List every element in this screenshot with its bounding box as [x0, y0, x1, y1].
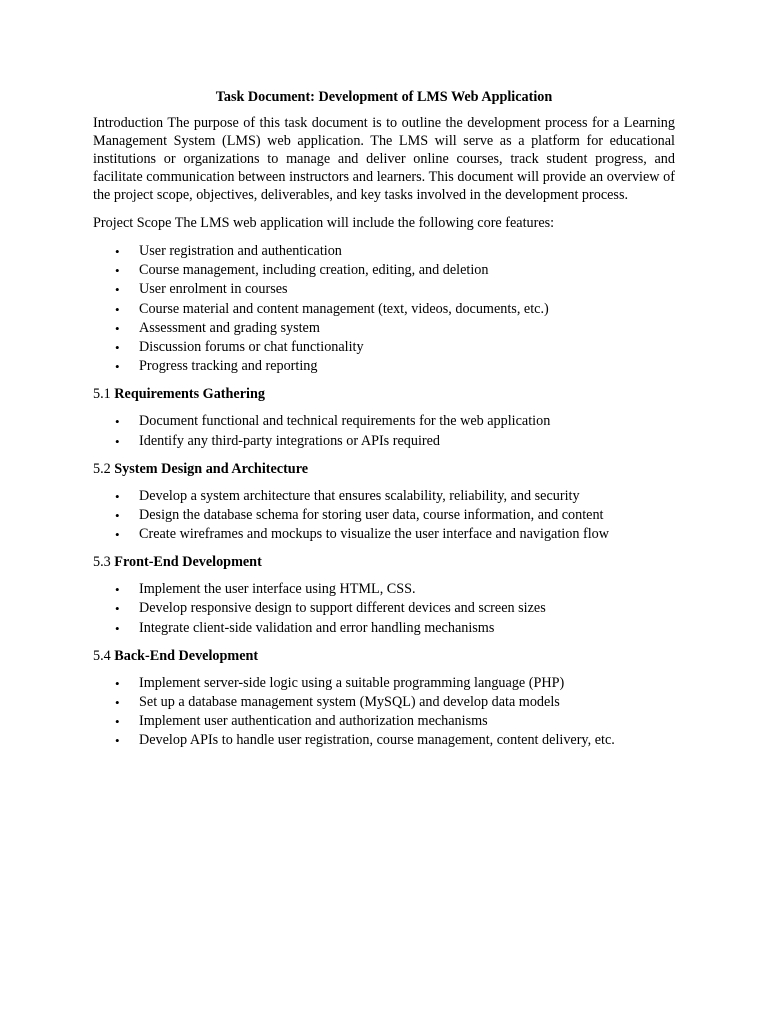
list-item: [93, 731, 675, 750]
list-item-text: Integrate client-side validation and error handling mechanisms: [139, 619, 495, 636]
section-number: 5.4: [93, 647, 111, 664]
bullet-icon: •: [115, 414, 120, 430]
list-item: [93, 357, 675, 376]
list-item: [93, 338, 675, 357]
section-heading-requirements: [93, 385, 675, 403]
list-item: [93, 280, 675, 299]
introduction-paragraph: Introduction The purpose of this task document is to outline the development process for a Learning Management System (LMS) web application. The LMS will serve as a platform for educational institutions or organizations to manage and deliver online courses, track student progress, and facilitate communication between instructors and learners. This document will provide an overview of the project scope, objectives, deliverables, and key tasks involved in the development process.: [93, 115, 675, 203]
list-item-text: Identify any third-party integrations or APIs required: [139, 432, 441, 449]
bullet-icon: •: [115, 714, 120, 730]
list-item: [93, 412, 675, 431]
section-title: Front-End Development: [114, 554, 262, 571]
bullet-icon: •: [115, 301, 120, 317]
list-item: [93, 242, 675, 261]
list-item: [93, 432, 675, 451]
section-number: 5.3: [93, 554, 111, 571]
bullet-icon: •: [115, 282, 120, 298]
list-item-text: Progress tracking and reporting: [139, 358, 318, 375]
list-item-text: Implement the user interface using HTML, CSS.: [139, 581, 416, 598]
list-item-text: User registration and authentication: [139, 243, 342, 259]
bullet-icon: •: [115, 695, 120, 710]
document-page: [93, 88, 675, 760]
list-item-text: Assessment and grading system: [139, 319, 320, 336]
list-item: [93, 674, 675, 693]
list-item: [93, 693, 675, 712]
bullet-icon: •: [115, 527, 120, 543]
list-item: [93, 619, 675, 638]
requirements-list: [93, 412, 675, 450]
bullet-icon: •: [115, 507, 120, 523]
list-item-text: Set up a database management system (MySQL) and develop data models: [139, 694, 560, 710]
list-item-text: Create wireframes and mockups to visualize the user interface and navigation flow: [139, 526, 609, 543]
list-item: [93, 506, 675, 525]
list-item-text: Implement server-side logic using a suitable programming language (PHP): [139, 674, 565, 691]
section-number: 5.1: [93, 386, 111, 403]
back-end-list: [93, 674, 675, 751]
list-item-text: Document functional and technical requirements for the web application: [139, 413, 551, 430]
bullet-icon: •: [115, 620, 120, 636]
bullet-icon: •: [115, 433, 120, 449]
section-heading-front-end: [93, 553, 675, 571]
list-item-text: Discussion forums or chat functionality: [139, 338, 364, 355]
list-item: [93, 580, 675, 599]
list-item-text: Develop a system architecture that ensures scalability, reliability, and security: [139, 487, 580, 504]
list-item-text: Course material and content management (text, videos, documents, etc.): [139, 300, 549, 317]
bullet-icon: •: [115, 582, 120, 598]
bullet-icon: •: [115, 733, 120, 749]
list-item: [93, 487, 675, 506]
list-item-text: User enrolment in courses: [139, 281, 288, 298]
bullet-icon: •: [115, 675, 120, 691]
bullet-icon: •: [115, 339, 120, 355]
front-end-list: [93, 580, 675, 638]
list-item: [93, 599, 675, 618]
list-item-text: Course management, including creation, editing, and deletion: [139, 262, 489, 279]
section-title: Back-End Development: [114, 647, 259, 664]
bullet-icon: •: [115, 244, 120, 259]
list-item-text: Design the database schema for storing user data, course information, and content: [139, 506, 604, 523]
section-heading-back-end: [93, 647, 675, 665]
list-item: [93, 300, 675, 319]
bullet-icon: •: [115, 488, 120, 504]
project-scope-paragraph: Project Scope The LMS web application will include the following core features:: [93, 215, 555, 231]
list-item-text: Develop responsive design to support different devices and screen sizes: [139, 600, 546, 617]
document-title: Task Document: Development of LMS Web Application: [215, 89, 553, 105]
core-features-list: [93, 242, 675, 376]
bullet-icon: •: [115, 320, 120, 336]
list-item: [93, 261, 675, 280]
list-item: [93, 712, 675, 731]
section-heading-system-design: [93, 460, 675, 478]
list-item-text: Develop APIs to handle user registration, course management, content delivery, etc.: [139, 732, 615, 749]
system-design-list: [93, 487, 675, 545]
list-item: [93, 319, 675, 338]
section-title: System Design and Architecture: [114, 460, 309, 477]
section-number: 5.2: [93, 460, 111, 477]
list-item: [93, 525, 675, 544]
bullet-icon: •: [115, 263, 120, 279]
section-title: Requirements Gathering: [114, 386, 265, 403]
list-item-text: Implement user authentication and authorization mechanisms: [139, 713, 488, 730]
bullet-icon: •: [115, 601, 120, 617]
bullet-icon: •: [115, 359, 120, 375]
